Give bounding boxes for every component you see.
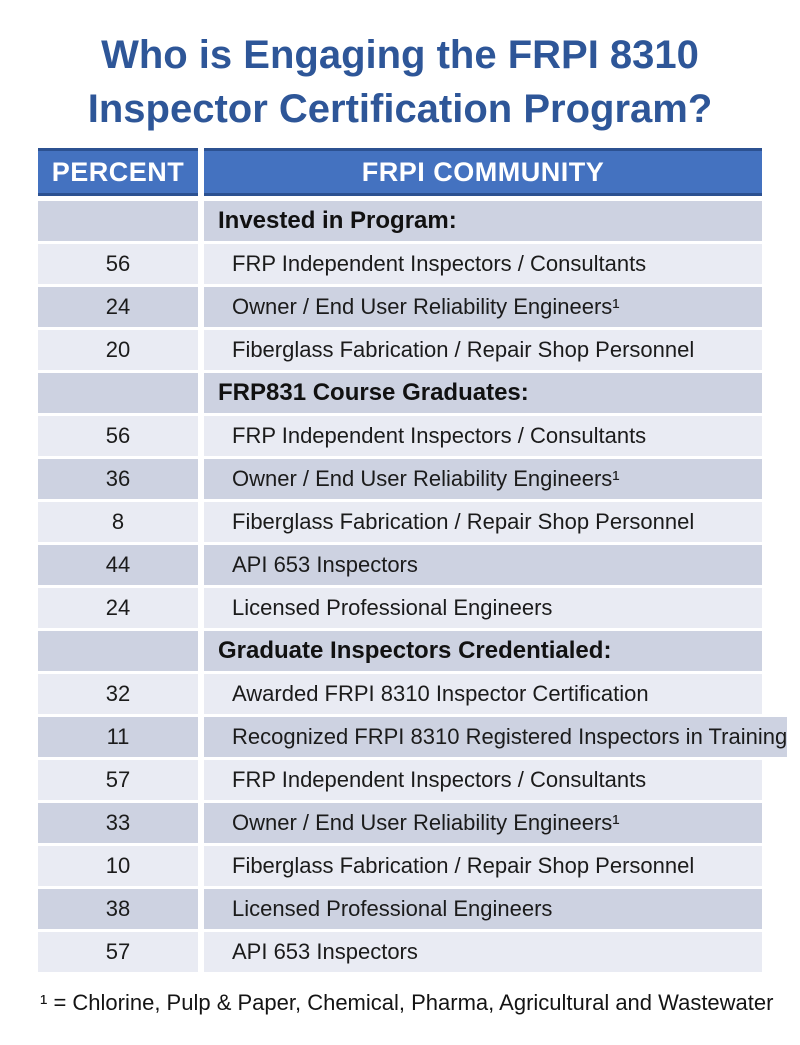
stats-table (38, 148, 788, 972)
percent-value: 24 (38, 588, 198, 628)
community-label: Fiberglass Fabrication / Repair Shop Personnel (204, 330, 762, 370)
column-header-community: FRPI COMMUNITY (204, 148, 762, 196)
percent-value: 57 (38, 760, 198, 800)
table-row (38, 588, 762, 628)
community-label: Fiberglass Fabrication / Repair Shop Personnel (204, 502, 762, 542)
percent-value: 38 (38, 889, 198, 929)
community-label: Licensed Professional Engineers (204, 889, 762, 929)
percent-value: 10 (38, 846, 198, 886)
percent-value: 56 (38, 244, 198, 284)
community-label: Awarded FRPI 8310 Inspector Certification (204, 674, 762, 714)
table-row (38, 932, 762, 972)
section-label: Graduate Inspectors Credentialed: (204, 631, 762, 671)
community-label: FRP Independent Inspectors / Consultants (204, 760, 762, 800)
percent-value: 33 (38, 803, 198, 843)
community-label: Owner / End User Reliability Engineers¹ (204, 803, 762, 843)
table-row (38, 502, 762, 542)
community-label: Owner / End User Reliability Engineers¹ (204, 459, 762, 499)
table-header-row (38, 148, 762, 196)
community-label: Owner / End User Reliability Engineers¹ (204, 287, 762, 327)
table-row (38, 803, 762, 843)
page-title-line2: Inspector Certification Program? (87, 87, 713, 131)
section-label: Invested in Program: (204, 201, 762, 241)
table-row (38, 545, 762, 585)
percent-cell-empty (38, 201, 198, 241)
page-title (18, 28, 782, 136)
community-label: Recognized FRPI 8310 Registered Inspectors in Training (204, 717, 787, 757)
table-row (38, 287, 762, 327)
section-header-row (38, 631, 762, 671)
community-label: FRP Independent Inspectors / Consultants (204, 244, 762, 284)
section-header-row (38, 373, 762, 413)
percent-value: 36 (38, 459, 198, 499)
section-header-row (38, 201, 762, 241)
community-label: API 653 Inspectors (204, 545, 762, 585)
column-header-percent: PERCENT (38, 148, 198, 196)
table-body (38, 201, 788, 972)
table-row (38, 330, 762, 370)
percent-cell-empty (38, 631, 198, 671)
page-title-line1: Who is Engaging the FRPI 8310 (101, 33, 699, 77)
percent-value: 44 (38, 545, 198, 585)
percent-value: 32 (38, 674, 198, 714)
community-label: Fiberglass Fabrication / Repair Shop Personnel (204, 846, 762, 886)
table-row (38, 717, 788, 757)
community-label: API 653 Inspectors (204, 932, 762, 972)
table-row (38, 846, 762, 886)
percent-value: 20 (38, 330, 198, 370)
table-row (38, 889, 762, 929)
table-row (38, 459, 762, 499)
table-row (38, 244, 762, 284)
community-label: Licensed Professional Engineers (204, 588, 762, 628)
table-row (38, 416, 762, 456)
percent-value: 8 (38, 502, 198, 542)
table-row (38, 674, 762, 714)
percent-value: 57 (38, 932, 198, 972)
community-label: FRP Independent Inspectors / Consultants (204, 416, 762, 456)
percent-value: 11 (38, 717, 198, 757)
table-row (38, 760, 762, 800)
percent-cell-empty (38, 373, 198, 413)
footnote: ¹ = Chlorine, Pulp & Paper, Chemical, Pharma, Agricultural and Wastewater (40, 990, 774, 1015)
section-label: FRP831 Course Graduates: (204, 373, 762, 413)
percent-value: 56 (38, 416, 198, 456)
percent-value: 24 (38, 287, 198, 327)
